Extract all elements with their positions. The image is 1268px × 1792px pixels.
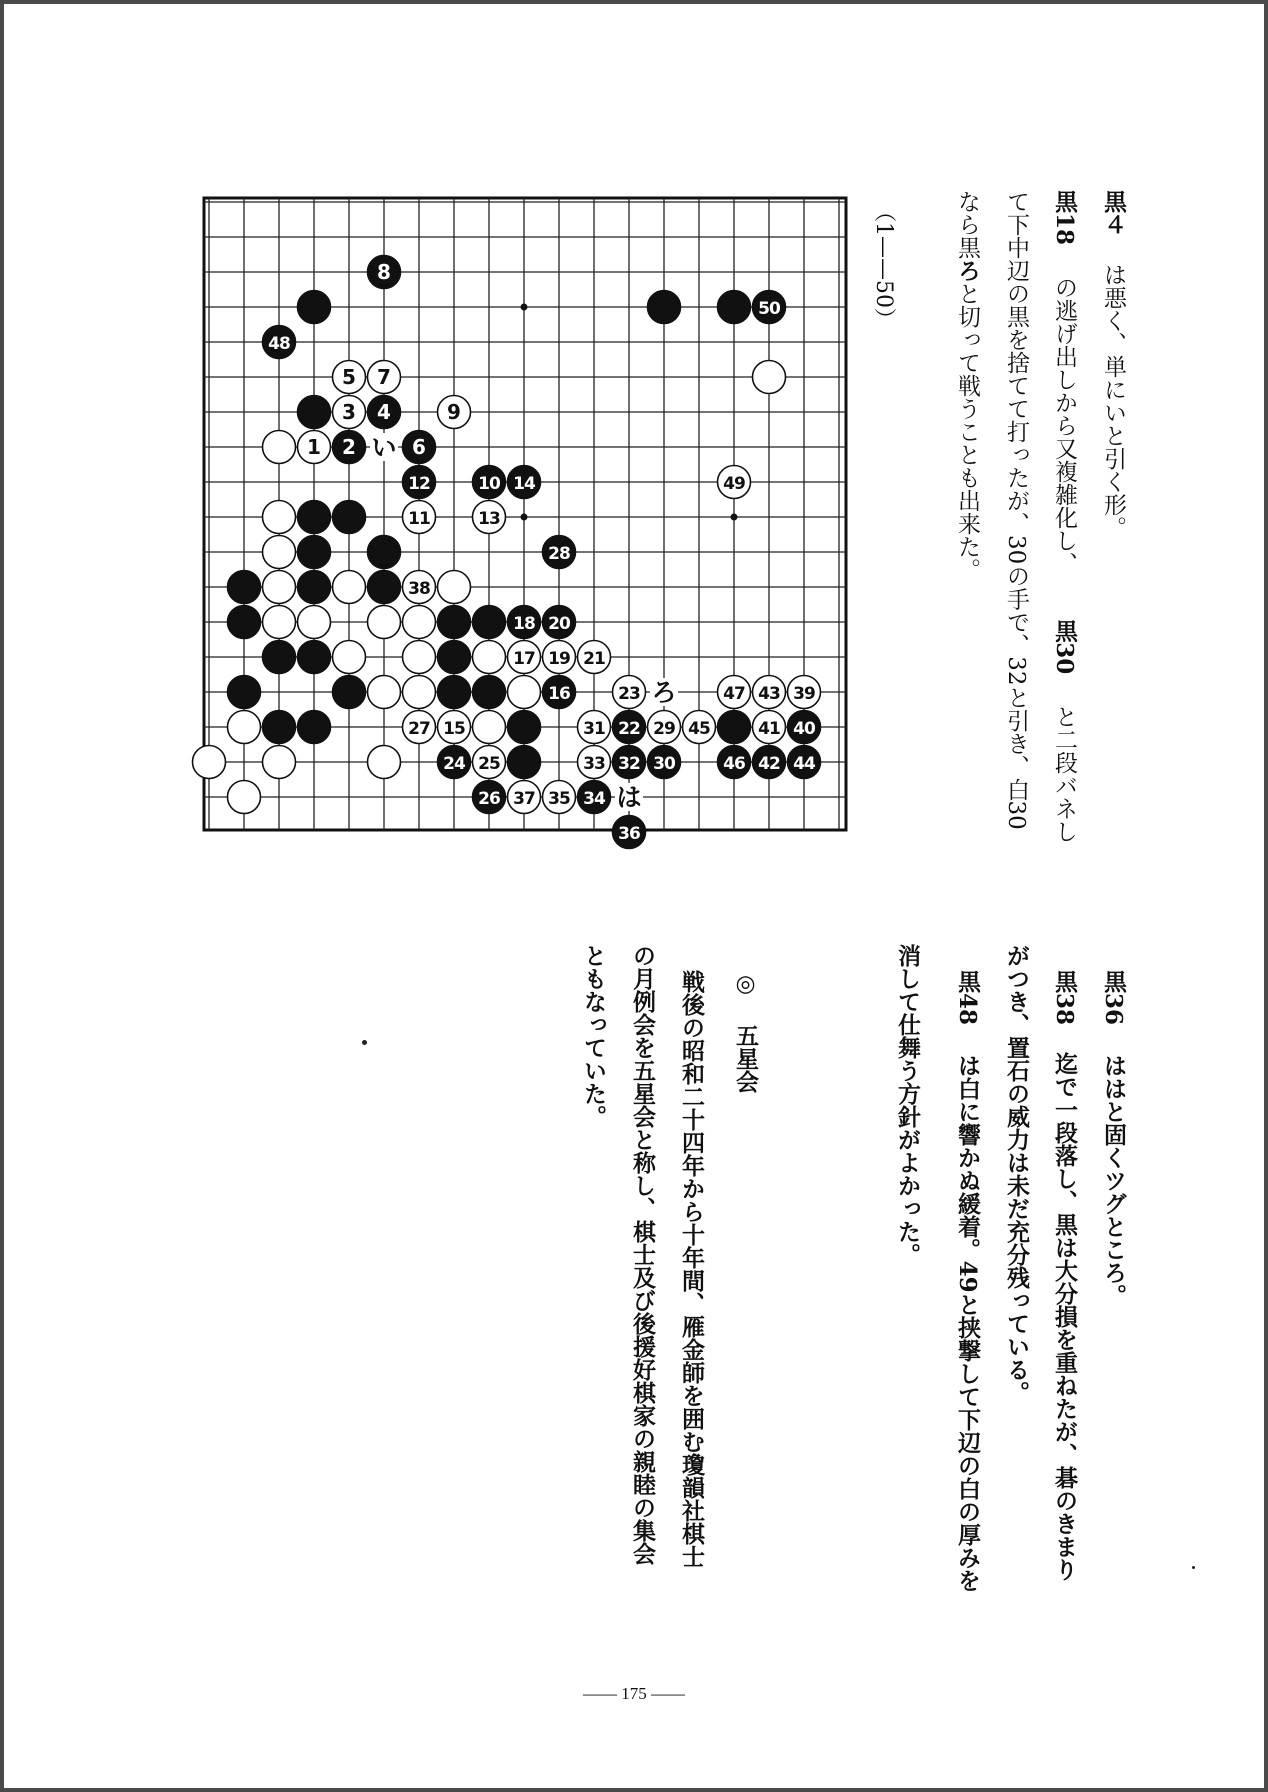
- move-number-39: 39: [793, 684, 815, 704]
- stone-circle: [403, 676, 436, 709]
- white-stone: [473, 641, 506, 674]
- white-stone-7: [368, 361, 401, 394]
- white-stone: [368, 746, 401, 779]
- white-stone: [298, 606, 331, 639]
- section-line-1: 戦後の昭和二十四年から十年間、雁金師を囲む瓊韻社棋士: [678, 970, 705, 1568]
- move-ref-black-18: 黒18: [1051, 190, 1078, 246]
- black-stone-28: [543, 536, 576, 569]
- commentary-bottom-line-1: 黒36 ははと固くツグところ。: [1100, 970, 1127, 1307]
- commentary-top-line-3: て下中辺の黒を捨てて打ったが、30の手で、32と引き、白30: [1003, 190, 1029, 830]
- move-number-11: 11: [408, 509, 430, 529]
- black-stone-40: [788, 711, 821, 744]
- move-number-6: 6: [412, 435, 426, 459]
- move-number-25: 25: [478, 754, 500, 774]
- move-number-41: 41: [758, 719, 780, 739]
- white-stone-31: [578, 711, 611, 744]
- stone-circle: [403, 641, 436, 674]
- white-stone: [473, 711, 506, 744]
- stone-circle: [438, 571, 471, 604]
- stone-circle: [473, 606, 506, 639]
- book-page: [4, 4, 1264, 1788]
- star-point: [731, 514, 738, 521]
- black-stone: [333, 676, 366, 709]
- white-stone-13: [473, 501, 506, 534]
- move-number-24: 24: [443, 754, 465, 774]
- commentary-top-line-1: 黒４ は悪く、単にいと引く形。: [1100, 190, 1127, 539]
- move-number-18: 18: [513, 614, 535, 634]
- black-stone: [438, 676, 471, 709]
- commentary-bottom-line-2: 黒38 迄で一段落し、黒は大分損を重ねたが、碁のきまり: [1051, 970, 1078, 1581]
- white-stone-9: [438, 396, 471, 429]
- move-number-14: 14: [513, 474, 535, 494]
- stone-circle: [263, 746, 296, 779]
- black-stone: [368, 536, 401, 569]
- move-number-31: 31: [583, 719, 605, 739]
- white-stone-15: [438, 711, 471, 744]
- black-stone: [298, 396, 331, 429]
- print-speck: [1192, 1566, 1195, 1569]
- move-number-26: 26: [478, 789, 500, 809]
- stone-circle: [228, 676, 261, 709]
- go-board-diagram: [174, 190, 859, 850]
- white-stone: [333, 641, 366, 674]
- black-stone-22: [613, 711, 646, 744]
- white-stone: [193, 746, 226, 779]
- black-stone: [298, 501, 331, 534]
- stone-circle: [718, 291, 751, 324]
- stone-circle: [193, 746, 226, 779]
- move-number-34: 34: [583, 789, 605, 809]
- white-stone-35: [543, 781, 576, 814]
- stone-circle: [263, 431, 296, 464]
- move-number-32: 32: [618, 754, 640, 774]
- black-stone-42: [753, 746, 786, 779]
- move-number-36: 36: [618, 824, 640, 844]
- move-number-28: 28: [548, 544, 570, 564]
- move-ref-black-4: 黒４: [1100, 190, 1127, 236]
- black-stone: [228, 606, 261, 639]
- section-heading: [728, 970, 762, 1093]
- white-stone: [438, 571, 471, 604]
- move-number-45: 45: [688, 719, 710, 739]
- star-point: [521, 514, 528, 521]
- black-stone-12: [403, 466, 436, 499]
- diagram-caption: [870, 200, 896, 330]
- section-line-3: ともなっていた。: [580, 944, 607, 1128]
- stone-circle: [298, 606, 331, 639]
- black-stone: [508, 746, 541, 779]
- stone-circle: [368, 536, 401, 569]
- black-stone: [473, 676, 506, 709]
- black-stone: [718, 711, 751, 744]
- move-number-3: 3: [342, 400, 356, 424]
- white-stone-11: [403, 501, 436, 534]
- white-stone: [403, 641, 436, 674]
- stone-circle: [438, 606, 471, 639]
- white-stone-17: [508, 641, 541, 674]
- stone-circle: [228, 711, 261, 744]
- section-title: 五星会: [732, 1023, 759, 1093]
- move-number-43: 43: [758, 684, 780, 704]
- move-number-15: 15: [443, 719, 465, 739]
- point-label-ro: ろ: [651, 678, 677, 707]
- white-stone-1: [298, 431, 331, 464]
- stone-circle: [298, 291, 331, 324]
- black-stone-8: [368, 256, 401, 289]
- stone-circle: [263, 536, 296, 569]
- white-stone: [228, 781, 261, 814]
- stone-circle: [298, 501, 331, 534]
- white-stone-38: [403, 571, 436, 604]
- stone-circle: [263, 641, 296, 674]
- move-number-2: 2: [342, 435, 356, 459]
- move-number-27: 27: [408, 719, 430, 739]
- stone-circle: [228, 781, 261, 814]
- white-stone: [263, 606, 296, 639]
- move-number-30: 30: [653, 754, 675, 774]
- move-number-19: 19: [548, 649, 570, 669]
- section-symbol: ◎: [732, 970, 759, 997]
- move-number-48: 48: [268, 334, 290, 354]
- black-stone: [368, 571, 401, 604]
- black-stone: [473, 606, 506, 639]
- black-stone-46: [718, 746, 751, 779]
- white-stone-39: [788, 676, 821, 709]
- white-stone-37: [508, 781, 541, 814]
- move-number-35: 35: [548, 789, 570, 809]
- white-stone: [368, 676, 401, 709]
- commentary-bottom-line-5: 消して仕舞う方針がよかった。: [894, 944, 921, 1266]
- stone-circle: [263, 501, 296, 534]
- move-number-13: 13: [478, 509, 500, 529]
- stone-circle: [508, 746, 541, 779]
- black-stone: [298, 571, 331, 604]
- black-stone: [718, 291, 751, 324]
- stone-circle: [298, 536, 331, 569]
- move-number-44: 44: [793, 754, 815, 774]
- stone-circle: [368, 746, 401, 779]
- print-speck: [362, 1040, 367, 1045]
- black-stone: [263, 641, 296, 674]
- stone-circle: [298, 396, 331, 429]
- move-number-40: 40: [793, 719, 815, 739]
- white-stone-49: [718, 466, 751, 499]
- black-stone: [298, 641, 331, 674]
- star-point: [521, 304, 528, 311]
- stone-circle: [438, 676, 471, 709]
- black-stone: [228, 571, 261, 604]
- move-number-4: 4: [377, 400, 391, 424]
- move-number-47: 47: [723, 684, 745, 704]
- stone-circle: [508, 676, 541, 709]
- move-ref-black-48: 黒48: [954, 970, 981, 1026]
- move-number-46: 46: [723, 754, 745, 774]
- stone-circle: [368, 676, 401, 709]
- black-stone: [648, 291, 681, 324]
- stone-circle: [263, 571, 296, 604]
- white-stone: [368, 606, 401, 639]
- stone-circle: [333, 641, 366, 674]
- black-stone: [333, 501, 366, 534]
- move-number-17: 17: [513, 649, 535, 669]
- white-stone: [403, 676, 436, 709]
- stone-circle: [473, 641, 506, 674]
- white-stone-41: [753, 711, 786, 744]
- move-ref-black-30: 黒30: [1051, 619, 1078, 675]
- black-stone-20: [543, 606, 576, 639]
- black-stone: [228, 676, 261, 709]
- white-stone: [508, 676, 541, 709]
- move-number-29: 29: [653, 719, 675, 739]
- stone-circle: [508, 711, 541, 744]
- stone-circle: [298, 711, 331, 744]
- move-number-12: 12: [408, 474, 430, 494]
- stone-circle: [333, 571, 366, 604]
- commentary-bottom-line-4: 黒48 は白に響かぬ緩着。49と挟撃して下辺の白の厚みを: [954, 970, 981, 1592]
- move-number-16: 16: [548, 684, 570, 704]
- black-stone-50: [753, 291, 786, 324]
- page-number: —— 175 ——: [583, 1684, 685, 1703]
- white-stone: [333, 571, 366, 604]
- black-stone: [438, 606, 471, 639]
- white-stone: [263, 431, 296, 464]
- commentary-top-line-4: なら黒ろと切って戦うことも出来た。: [954, 190, 980, 581]
- black-stone-44: [788, 746, 821, 779]
- black-stone-34: [578, 781, 611, 814]
- black-stone: [298, 711, 331, 744]
- black-stone-30: [648, 746, 681, 779]
- stone-circle: [263, 711, 296, 744]
- move-number-8: 8: [377, 260, 391, 284]
- white-stone-23: [613, 676, 646, 709]
- move-number-5: 5: [342, 365, 356, 389]
- stone-circle: [368, 571, 401, 604]
- point-label-ro: ろ: [954, 259, 980, 282]
- white-stone: [403, 606, 436, 639]
- stone-circle: [333, 676, 366, 709]
- white-stone: [263, 746, 296, 779]
- white-stone-45: [683, 711, 716, 744]
- stone-circle: [228, 606, 261, 639]
- move-ref-black-38: 黒38: [1051, 970, 1078, 1026]
- white-stone-25: [473, 746, 506, 779]
- move-number-9: 9: [447, 400, 461, 424]
- move-number-37: 37: [513, 789, 535, 809]
- black-stone: [298, 291, 331, 324]
- black-stone-14: [508, 466, 541, 499]
- stone-circle: [718, 711, 751, 744]
- move-number-10: 10: [478, 474, 500, 494]
- white-stone-27: [403, 711, 436, 744]
- white-stone-3: [333, 396, 366, 429]
- point-label-i: い: [371, 433, 397, 462]
- move-number-23: 23: [618, 684, 640, 704]
- black-stone-26: [473, 781, 506, 814]
- black-stone-2: [333, 431, 366, 464]
- white-stone-29: [648, 711, 681, 744]
- black-stone: [263, 711, 296, 744]
- black-stone-18: [508, 606, 541, 639]
- commentary-top-line-2: 黒18 の逃げ出しから又複雑化し、 黒30 と二段バネし: [1051, 190, 1078, 843]
- stone-circle: [298, 571, 331, 604]
- commentary-bottom-line-3: がつき、置石の威力は未だ充分残っている。: [1003, 944, 1030, 1404]
- white-stone-19: [543, 641, 576, 674]
- white-stone-21: [578, 641, 611, 674]
- move-number-38: 38: [408, 579, 430, 599]
- white-stone-43: [753, 676, 786, 709]
- move-number-42: 42: [758, 754, 780, 774]
- move-number-21: 21: [583, 649, 605, 669]
- black-stone: [298, 536, 331, 569]
- white-stone-47: [718, 676, 751, 709]
- section-line-2: の月例会を五星会と称し、棋士及び後援好棋家の親睦の集会: [629, 944, 656, 1565]
- black-stone-32: [613, 746, 646, 779]
- stone-circle: [368, 606, 401, 639]
- stone-circle: [473, 676, 506, 709]
- move-ref-black-36: 黒36: [1100, 970, 1127, 1026]
- white-stone-33: [578, 746, 611, 779]
- white-stone: [263, 501, 296, 534]
- black-stone: [508, 711, 541, 744]
- move-number-49: 49: [723, 474, 745, 494]
- move-number-33: 33: [583, 754, 605, 774]
- diagram-caption-text: （1——50）: [871, 200, 896, 330]
- black-stone-16: [543, 676, 576, 709]
- black-stone: [438, 641, 471, 674]
- black-stone-6: [403, 431, 436, 464]
- stone-circle: [753, 361, 786, 394]
- point-label-ha: は: [616, 783, 642, 812]
- stone-circle: [263, 606, 296, 639]
- white-stone: [228, 711, 261, 744]
- white-stone: [263, 571, 296, 604]
- black-stone-36: [613, 816, 646, 849]
- stone-circle: [648, 291, 681, 324]
- move-number-20: 20: [548, 614, 570, 634]
- white-stone: [263, 536, 296, 569]
- black-stone-24: [438, 746, 471, 779]
- stone-circle: [438, 641, 471, 674]
- move-number-1: 1: [307, 435, 321, 459]
- move-number-50: 50: [758, 299, 780, 319]
- black-stone-4: [368, 396, 401, 429]
- black-stone-48: [263, 326, 296, 359]
- move-number-7: 7: [377, 365, 391, 389]
- black-stone-10: [473, 466, 506, 499]
- stone-circle: [473, 711, 506, 744]
- move-number-22: 22: [618, 719, 640, 739]
- stone-circle: [228, 571, 261, 604]
- stone-circle: [403, 606, 436, 639]
- white-stone: [753, 361, 786, 394]
- stone-circle: [333, 501, 366, 534]
- white-stone-5: [333, 361, 366, 394]
- stone-circle: [298, 641, 331, 674]
